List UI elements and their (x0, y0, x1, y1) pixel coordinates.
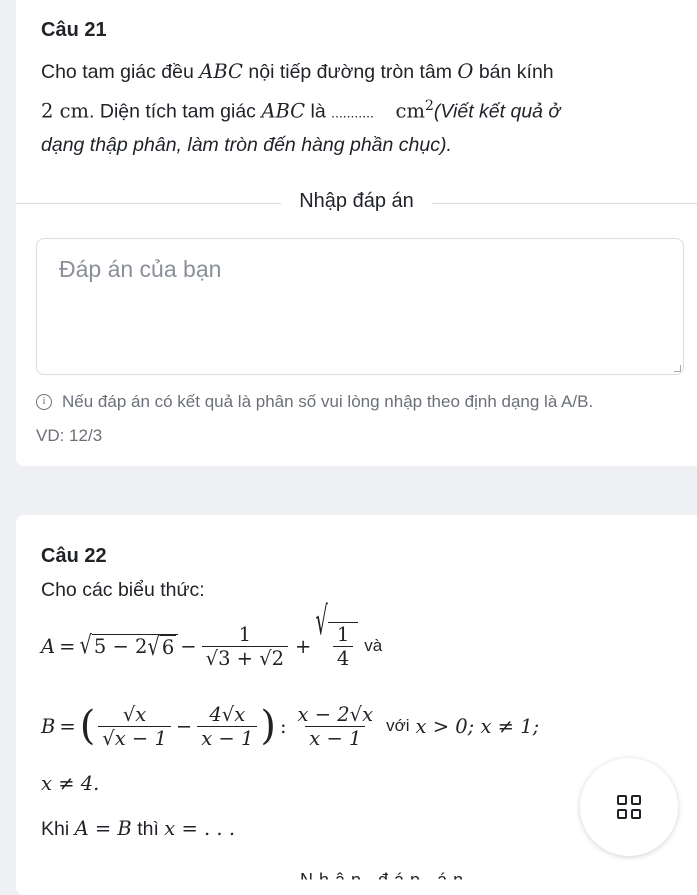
denominator: x − 1 (197, 726, 257, 750)
math-fraction (333, 623, 353, 670)
question-text-line3: dạng thập phân, làm tròn đến hàng phần chục). (41, 134, 452, 156)
math: − (180, 634, 197, 658)
sqrt-body (328, 622, 358, 670)
text: Cho tam giác đều (41, 61, 200, 83)
math: O (457, 60, 474, 83)
expression-b (41, 691, 539, 761)
math-sqrt (315, 598, 358, 670)
math: + (295, 634, 312, 658)
math: = (59, 714, 76, 738)
denominator: 4 (333, 646, 353, 670)
math: ABC (199, 60, 243, 83)
numerator: 4√x (209, 702, 246, 726)
text: là (305, 100, 332, 123)
grid-icon (617, 795, 641, 819)
expression-a (41, 598, 383, 681)
math: = (59, 634, 76, 658)
condition-2: x ≠ 4. (41, 772, 100, 795)
math-fraction (294, 703, 378, 750)
info-icon: i (36, 394, 52, 410)
answer-example: VD: 12/3 (36, 426, 103, 445)
unit: cm (395, 99, 425, 123)
sqrt-body: 6 (161, 635, 175, 659)
hint-text: Nếu đáp án có kết quả là phân số vui lòng nhập theo định dạng là A/B. (62, 392, 594, 411)
math: x = . . . (164, 817, 236, 840)
math: A (41, 634, 56, 658)
question-intro: Cho các biểu thức: (41, 579, 205, 601)
blank: ........... (331, 104, 374, 121)
text: (Viết kết quả ở (433, 100, 561, 123)
question-grid-button[interactable] (580, 758, 678, 856)
sqrt-sign: √ (79, 629, 92, 660)
question-title: Câu 21 (41, 19, 107, 41)
math: ( (79, 703, 96, 749)
math: : (279, 714, 287, 738)
question-title: Câu 22 (41, 545, 107, 567)
resize-handle-icon[interactable] (674, 365, 681, 372)
math-sqrt (79, 629, 178, 661)
numerator: 1 (238, 622, 252, 646)
math: ) (260, 703, 276, 749)
math: B (41, 714, 56, 738)
answer-title-label: Nhập đáp án (281, 190, 432, 212)
denominator: √x − 1 (98, 726, 171, 750)
question-text-line2 (41, 98, 560, 124)
answer-textarea[interactable] (36, 238, 684, 375)
math: 2 cm (41, 99, 90, 123)
math-fraction (202, 623, 288, 670)
condition: x > 0; x ≠ 1; (415, 714, 540, 738)
text: . Diện tích tam giác (89, 100, 262, 123)
question-ask (41, 817, 235, 841)
math-fraction (197, 703, 257, 750)
question-text-line1 (41, 60, 554, 84)
numerator: 1 (336, 623, 350, 646)
text: bán kính (473, 61, 554, 83)
answer-hint (36, 392, 593, 412)
answer-section-title (16, 190, 697, 213)
denominator: √3 + √2 (202, 646, 288, 670)
sqrt-sign: √ (315, 598, 328, 644)
question-card-21 (16, 0, 697, 466)
text: và (364, 636, 383, 655)
numerator: √x (122, 702, 147, 726)
text: Khi (41, 818, 70, 840)
unit-exponent: 2 (424, 98, 434, 114)
math: ABC (261, 99, 306, 123)
text: thì (137, 818, 159, 840)
math-fraction (98, 703, 171, 750)
math: − (175, 714, 193, 738)
numerator: x − 2√x (297, 702, 374, 726)
denominator: x − 1 (305, 726, 365, 750)
answer-input[interactable] (57, 255, 661, 284)
text: với (386, 716, 410, 735)
text: nội tiếp đường tròn tâm (242, 61, 458, 83)
math: A = B (74, 817, 132, 840)
sqrt-sign: √ (147, 630, 160, 661)
sqrt-body: 5 − 2 √ 6 (92, 634, 178, 659)
